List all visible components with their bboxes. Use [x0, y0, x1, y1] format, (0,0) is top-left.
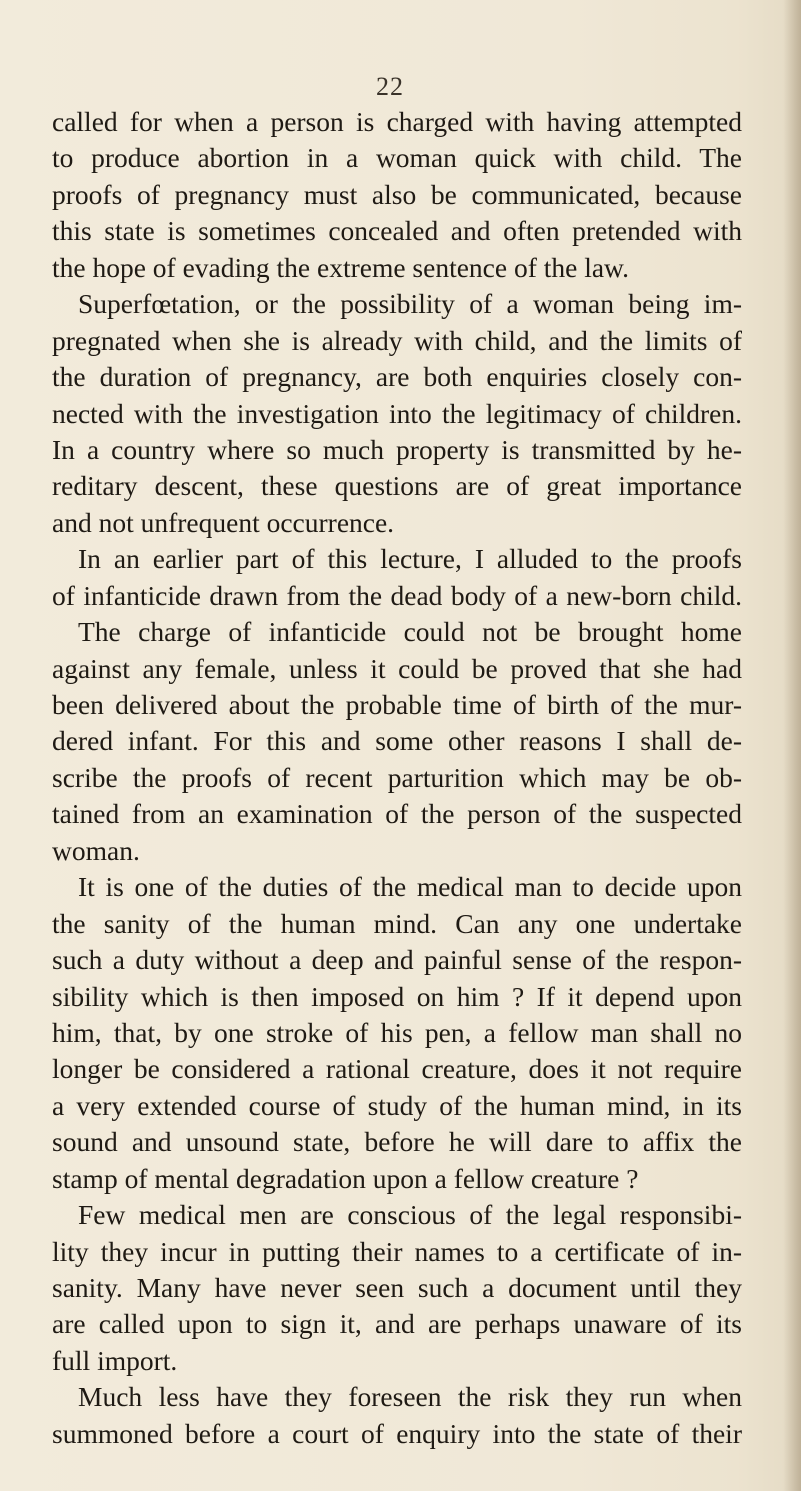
text-line: the sanity of the human mind. Can any one undertake	[52, 907, 742, 939]
text-line: sibility which is then imposed on him ? If it depend upon	[52, 980, 742, 1012]
text-line: longer be considered a rational creature, does it not require	[52, 1053, 742, 1085]
text-line: lity they incur in putting their names to a certificate of in-	[52, 1235, 742, 1267]
text-line: reditary descent, these questions are of great importance	[52, 470, 742, 502]
text-line: proofs of pregnancy must also be communicated, because	[52, 178, 742, 210]
paragraph-start-line: Much less have they foreseen the risk they run when	[78, 1381, 742, 1413]
text-line: a very extended course of study of the human mind, in its	[52, 1089, 742, 1121]
text-line: been delivered about the probable time of birth of the mur-	[52, 689, 742, 720]
text-line: called for when a person is charged with having attempted	[52, 106, 742, 137]
paragraph-start-line: The charge of infanticide could not be brought home	[78, 616, 742, 648]
text-line: sound and unsound state, before he will dare to affix the	[52, 1126, 742, 1158]
page-number: 22	[376, 72, 404, 101]
text-line: dered infant. For this and some other reasons I shall de-	[52, 725, 742, 757]
text-line: tained from an examination of the person of the suspected	[52, 798, 742, 830]
text-line: the duration of pregnancy, are both enquiries closely con-	[52, 361, 742, 393]
body-text	[52, 104, 742, 1452]
text-line: such a duty without a deep and painful sense of the respon-	[52, 944, 742, 976]
paragraph-start-line: In an earlier part of this lecture, I alluded to the proofs	[78, 543, 742, 575]
text-line: to produce abortion in a woman quick with child. The	[52, 142, 742, 174]
text-line: against any female, unless it could be proved that she had	[52, 652, 742, 684]
text-line: full import.	[52, 1344, 178, 1376]
text-line: of infanticide drawn from the dead body of a new-born child.	[52, 579, 742, 611]
text-line: him, that, by one stroke of his pen, a fellow man shall no	[52, 1016, 742, 1048]
text-line: woman.	[52, 834, 140, 866]
text-line: this state is sometimes concealed and often pretended with	[52, 215, 742, 247]
text-line: nected with the investigation into the legitimacy of children.	[52, 397, 742, 429]
paragraph-start-line: It is one of the duties of the medical man to decide upon	[78, 871, 742, 903]
text-line: and not unfrequent occurrence.	[52, 506, 395, 538]
text-line: In a country where so much property is transmitted by he-	[52, 433, 742, 465]
paragraph-start-line: Superfœtation, or the possibility of a woman being im-	[78, 288, 742, 320]
page-edge-shadow	[783, 0, 801, 1491]
text-line: the hope of evading the extreme sentence of the law.	[52, 251, 630, 283]
text-line: scribe the proofs of recent parturition which may be ob-	[52, 761, 742, 793]
text-line: summoned before a court of enquiry into the state of their	[52, 1417, 742, 1449]
text-line: sanity. Many have never seen such a document until they	[52, 1272, 742, 1303]
paragraph-start-line: Few medical men are conscious of the legal responsibi-	[78, 1199, 742, 1231]
text-line: stamp of mental degradation upon a fellow creature ?	[52, 1162, 639, 1194]
text-line: are called upon to sign it, and are perhaps unaware of its	[52, 1308, 742, 1340]
text-line: pregnated when she is already with child, and the limits of	[52, 324, 742, 356]
